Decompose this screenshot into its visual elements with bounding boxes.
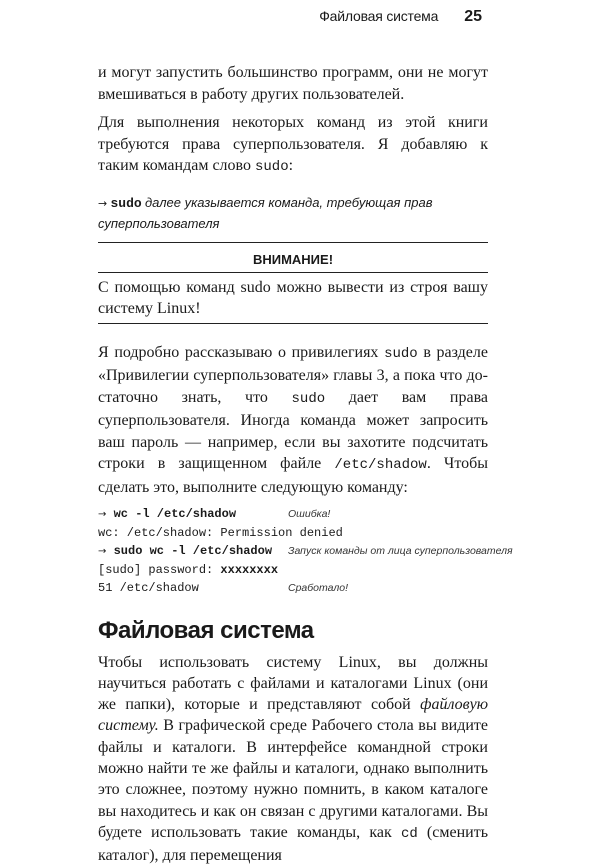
console-output-2: 51 /etc/shadow [98, 581, 199, 595]
console-line-3 [98, 544, 488, 563]
intro-paragraph: и могут запустить большинство программ, они не могут вмешиваться в работу других пользователей. [98, 62, 488, 105]
sudo-example [98, 193, 488, 234]
console-output-1: wc: /etc/shadow: Permission denied [98, 526, 343, 540]
console-note-error: Ошибка! [288, 508, 330, 520]
console-command-1: wc -l /etc/shadow [114, 507, 236, 521]
privileges-text-1: Я подробно рассказываю о привилегиях [98, 344, 384, 361]
privileges-code-1: sudo [384, 346, 418, 362]
prompt-arrow-icon: → [98, 546, 106, 557]
privileges-text-3: дает вам права суперпользователя. Иногда команда может запросить ваш пароль — например, если вы захотите подсчитать строки в защищенном файле [98, 389, 488, 473]
section-text-3: (сменить каталог), для перемещения [98, 824, 488, 864]
console-line-1 [98, 507, 488, 526]
console-line-4 [98, 563, 488, 582]
section-inline-code: cd [401, 826, 418, 842]
console-line-2 [98, 526, 488, 545]
console-line-5 [98, 581, 488, 600]
console-password-prompt: [sudo] password: [98, 563, 220, 577]
privileges-code-3: /etc/shadow [334, 457, 426, 473]
section-text-2: В графической среде Рабочего стола вы видите файлы и каталоги. В интерфейсе командной строки можно найти те же файлы и каталоги, однако выполнить это сложнее, поэтому нужно помнить, в каком каталоге вы находитесь и как он связан с другими каталогами. Вы будете использовать такие команды, как [98, 717, 488, 840]
sudo-paragraph [98, 112, 488, 179]
page-header [319, 8, 482, 26]
console-password-mask: xxxxxxxx [220, 563, 278, 577]
sudo-paragraph-text-2: : [289, 157, 293, 174]
sudo-paragraph-text-1: Для выполнения некоторых команд из этой книги требуются права суперпользователя. Я добавляю к таким командам слово [98, 114, 488, 174]
sudo-example-description: далее указывается команда, требующая прав суперпользователя [98, 195, 433, 231]
console-command-2: sudo wc -l /etc/shadow [114, 544, 272, 558]
section-text-1: Чтобы использовать систему Linux, вы должны научиться работать с файлами и каталогами Linux (они же папки), которые и представляют собой [98, 654, 488, 714]
console-example [98, 507, 488, 600]
page-number: 25 [464, 8, 482, 26]
running-title: Файловая система [319, 8, 438, 24]
sudo-inline-code: sudo [255, 159, 289, 175]
section-emphasis: файловую систему. [98, 696, 488, 734]
privileges-text-2: в разделе «Привилегии суперпользователя» главы 3, а пока что достаточно знать, что [98, 344, 488, 406]
privileges-code-2: sudo [292, 391, 326, 407]
console-note-superuser: Запуск команды от лица суперпользователя [288, 545, 513, 557]
prompt-arrow-icon: → [98, 509, 106, 520]
warning-title: ВНИМАНИЕ! [98, 252, 488, 273]
section-paragraph [98, 652, 488, 866]
console-note-success: Сработало! [288, 582, 348, 594]
section-heading: Файловая система [98, 616, 488, 646]
sudo-example-command: sudo [110, 196, 141, 211]
warning-text: С помощью команд sudo можно вывести из строя вашу систему Linux! [98, 273, 488, 323]
privileges-paragraph [98, 342, 488, 499]
page-body [98, 62, 488, 866]
warning-box [98, 242, 488, 324]
privileges-text-4: . Чтобы сделать это, выполните следующую команду: [98, 455, 488, 496]
prompt-arrow-icon: → [98, 197, 107, 210]
